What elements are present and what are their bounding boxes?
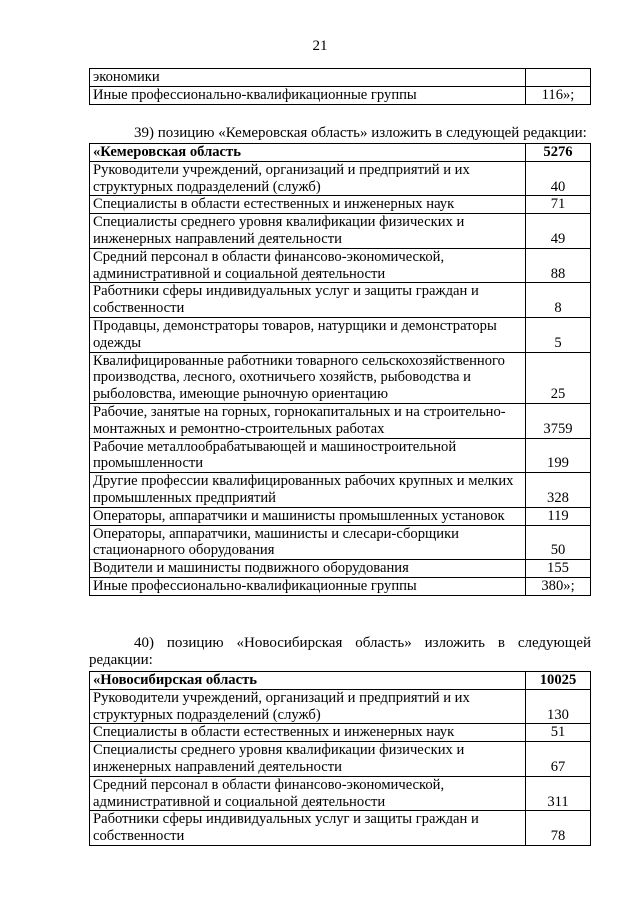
category-label: Специалисты среднего уровня квалификации физических и инженерных направлений деятельности (90, 214, 526, 249)
category-value: 88 (526, 248, 591, 283)
table-row (90, 69, 591, 87)
table-header-row (90, 672, 591, 690)
category-label: Работники сферы индивидуальных услуг и защиты граждан и собственности (90, 811, 526, 846)
page-number: 21 (312, 38, 328, 54)
category-value: 380»; (526, 577, 591, 595)
paragraph-40 (89, 635, 591, 669)
category-label: Специалисты среднего уровня квалификации физических и инженерных направлений деятельности (90, 742, 526, 777)
table-row (90, 473, 591, 508)
category-label: Операторы, аппаратчики, машинисты и слесари-сборщики стационарного оборудования (90, 525, 526, 560)
table-row (90, 86, 591, 104)
category-value: 311 (526, 776, 591, 811)
category-label: Специалисты в области естественных и инженерных наук (90, 196, 526, 214)
category-value: 328 (526, 473, 591, 508)
category-label: Иные профессионально-квалификационные группы (90, 86, 526, 104)
table-row (90, 560, 591, 578)
category-value: 40 (526, 161, 591, 196)
category-value: 78 (526, 811, 591, 846)
table-row (90, 776, 591, 811)
table-row (90, 161, 591, 196)
paragraph-39: 39) позицию «Кемеровская область» изложить в следующей редакции: (134, 125, 587, 141)
category-value: 155 (526, 560, 591, 578)
category-value: 51 (526, 724, 591, 742)
table-row (90, 317, 591, 352)
category-label: Специалисты в области естественных и инженерных наук (90, 724, 526, 742)
category-label: Иные профессионально-квалификационные группы (90, 577, 526, 595)
table-header-row (90, 144, 591, 162)
table-row (90, 507, 591, 525)
table-row (90, 248, 591, 283)
category-label: Работники сферы индивидуальных услуг и защиты граждан и собственности (90, 283, 526, 318)
table-row (90, 577, 591, 595)
table-row (90, 214, 591, 249)
paragraph-40-text: 40) позицию «Новосибирская область» изложить в следующей редакции: (89, 635, 591, 668)
table-kemerovo (89, 143, 591, 596)
category-label: «Кемеровская область (90, 144, 526, 162)
category-value: 116»; (526, 86, 591, 104)
table-row (90, 742, 591, 777)
category-label: Рабочие, занятые на горных, горнокапитальных и на строительно-монтажных и ремонтно-строительных работах (90, 403, 526, 438)
category-label: Средний персонал в области финансово-экономической, административной и социальной деятельности (90, 248, 526, 283)
category-value: 119 (526, 507, 591, 525)
category-label: Руководители учреждений, организаций и предприятий и их структурных подразделений (служб) (90, 161, 526, 196)
category-value: 10025 (526, 672, 591, 690)
category-label: экономики (90, 69, 526, 87)
table-row (90, 196, 591, 214)
category-label: Продавцы, демонстраторы товаров, натурщики и демонстраторы одежды (90, 317, 526, 352)
category-label: Операторы, аппаратчики и машинисты промышленных установок (90, 507, 526, 525)
category-label: «Новосибирская область (90, 672, 526, 690)
category-value: 67 (526, 742, 591, 777)
category-value: 5 (526, 317, 591, 352)
table-continuation (89, 68, 591, 105)
category-label: Водители и машинисты подвижного оборудования (90, 560, 526, 578)
category-value (526, 69, 591, 87)
table-row (90, 403, 591, 438)
table-row (90, 525, 591, 560)
category-value: 8 (526, 283, 591, 318)
category-value: 50 (526, 525, 591, 560)
category-value: 25 (526, 352, 591, 403)
table-row (90, 283, 591, 318)
category-value: 3759 (526, 403, 591, 438)
table-row (90, 352, 591, 403)
category-value: 130 (526, 689, 591, 724)
category-label: Средний персонал в области финансово-экономической, административной и социальной деятельности (90, 776, 526, 811)
category-value: 5276 (526, 144, 591, 162)
category-label: Рабочие металлообрабатывающей и машиностроительной промышленности (90, 438, 526, 473)
category-label: Квалифицированные работники товарного сельскохозяйственного производства, лесного, охотничьего хозяйств, рыбоводства и рыболовства, имеющие рыночную ориентацию (90, 352, 526, 403)
table-row (90, 724, 591, 742)
table-novosibirsk (89, 671, 591, 846)
table-row (90, 689, 591, 724)
table-row (90, 811, 591, 846)
category-label: Другие профессии квалифицированных рабочих крупных и мелких промышленных предприятий (90, 473, 526, 508)
category-label: Руководители учреждений, организаций и предприятий и их структурных подразделений (служб) (90, 689, 526, 724)
category-value: 199 (526, 438, 591, 473)
table-row (90, 438, 591, 473)
category-value: 49 (526, 214, 591, 249)
category-value: 71 (526, 196, 591, 214)
